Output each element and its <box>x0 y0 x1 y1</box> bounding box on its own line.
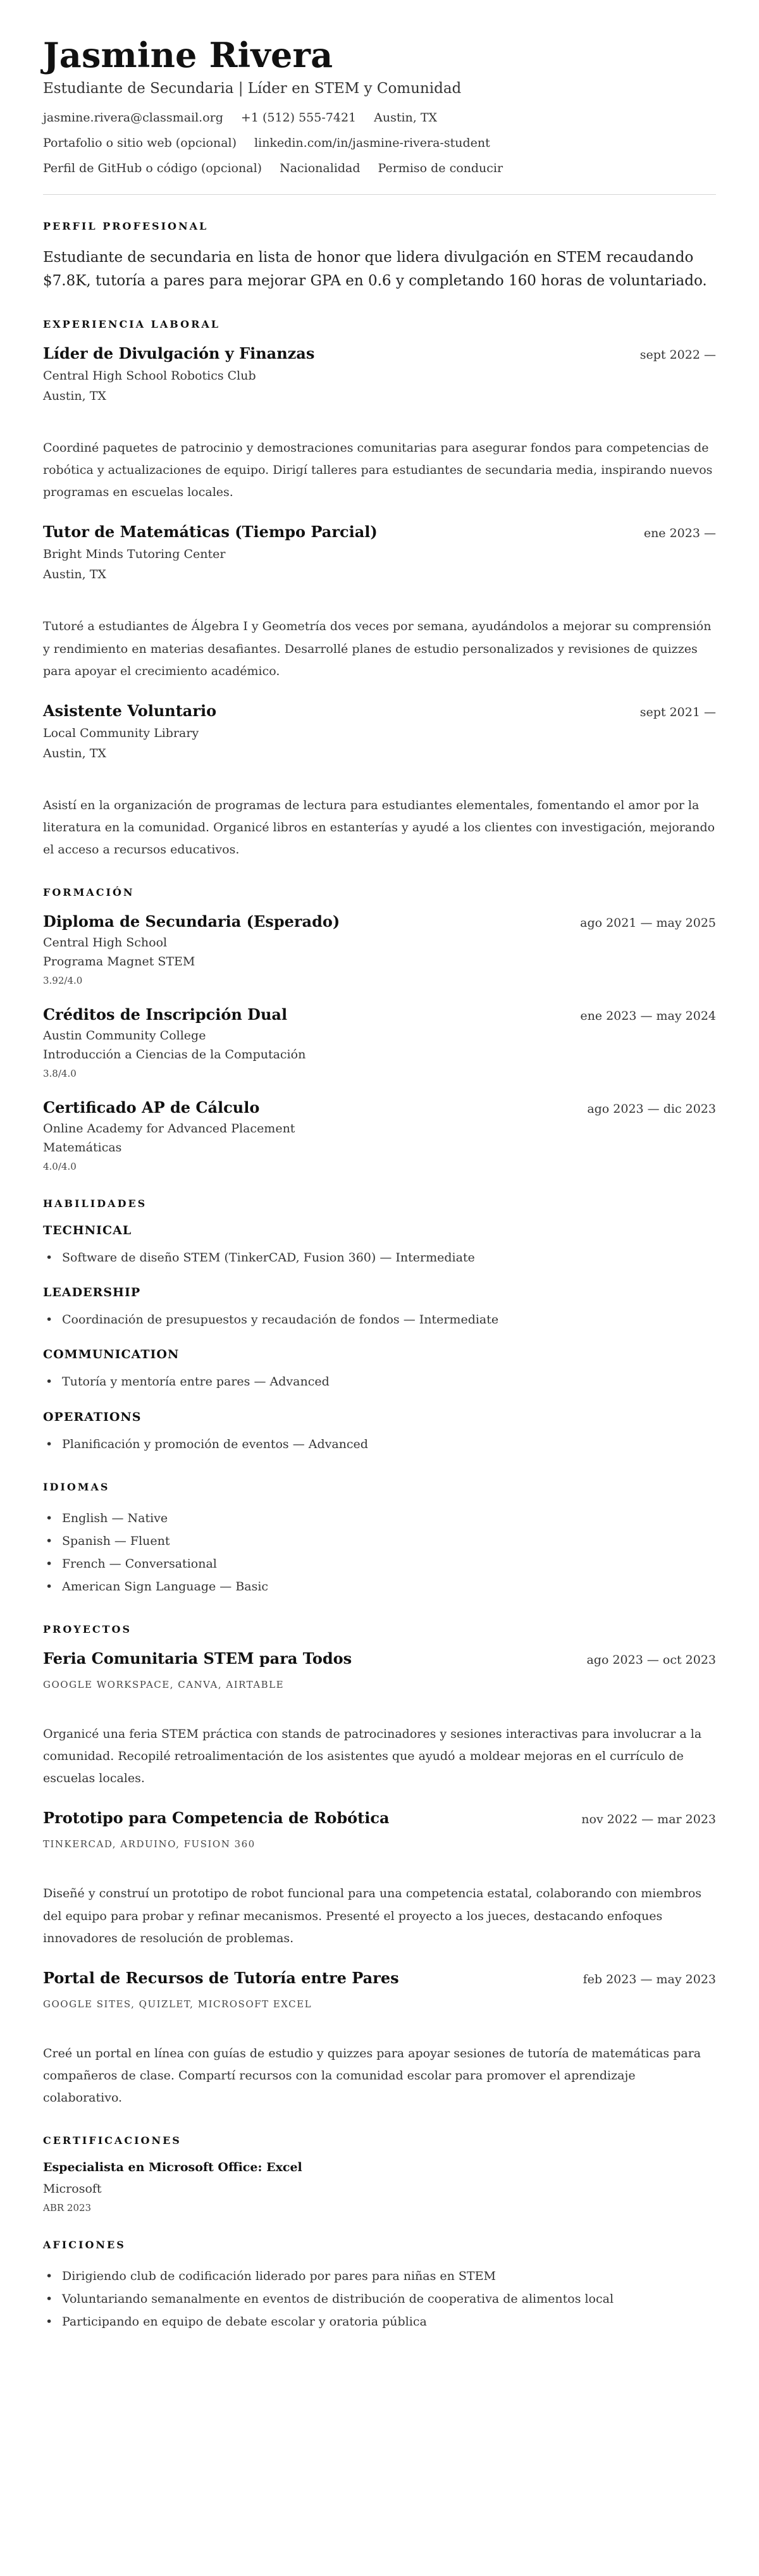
field-of-study: Matemáticas <box>43 1141 122 1155</box>
education-entry <box>43 1005 716 1079</box>
degree-title: Certificado AP de Cálculo <box>43 1098 260 1117</box>
experience-entry <box>43 523 716 682</box>
linkedin-link[interactable]: linkedin.com/in/jasmine-rivera-student <box>254 136 490 151</box>
project-tools: TINKERCAD, ARDUINO, FUSION 360 <box>43 1838 256 1850</box>
project-tools: GOOGLE WORKSPACE, CANVA, AIRTABLE <box>43 1679 285 1690</box>
education-section <box>43 886 716 1172</box>
school-name: Central High School <box>43 936 168 950</box>
gpa: 3.92/4.0 <box>43 975 83 987</box>
phone[interactable]: +1 (512) 555-7421 <box>240 111 357 125</box>
section-title: HABILIDADES <box>43 1198 147 1210</box>
skills-section <box>43 1198 716 1455</box>
degree-title: Diploma de Secundaria (Esperado) <box>43 912 340 931</box>
job-title: Líder de Divulgación y Finanzas <box>43 344 315 362</box>
skill-category: OPERATIONS <box>43 1409 142 1424</box>
experience-entry <box>43 344 716 504</box>
project-description: Creé un portal en línea con guías de estudio y quizzes para apoyar sesiones de tutoría de matemáticas para compañeros de clase. Compartí recursos con la comunidad escolar para promover el aprendizaje colaborativo. <box>43 2046 701 2105</box>
job-description: Coordiné paquetes de patrocinio y demostraciones comunitarias para asegurar fondos para competencias de robótica y actualizaciones de equipo. Dirigí talleres para estudiantes de secundaria media, inspirando nuevos programas en escuelas locales. <box>43 440 713 500</box>
job-date: sept 2022 — <box>639 347 716 362</box>
section-title: PROYECTOS <box>43 1623 132 1635</box>
contact-row <box>43 161 716 175</box>
education-date: ago 2023 — dic 2023 <box>587 1102 716 1117</box>
projects-section <box>43 1623 716 2109</box>
project-entry <box>43 1649 716 1790</box>
hobby-item: • Dirigiendo club de codificación liderado por pares para niñas en STEM <box>62 2265 716 2288</box>
project-date: ago 2023 — oct 2023 <box>586 1653 716 1667</box>
section-title: IDIOMAS <box>43 1480 110 1493</box>
gpa: 4.0/4.0 <box>43 1161 77 1173</box>
contact-row <box>43 136 716 150</box>
header-divider <box>43 194 716 195</box>
contact-row <box>43 111 716 125</box>
driving-license: Permiso de conducir <box>378 161 503 176</box>
skill-group <box>43 1347 716 1393</box>
experience-section <box>43 318 716 861</box>
job-location: Austin, TX <box>43 388 106 403</box>
hobby-item: • Voluntariando semanalmente en eventos de distribución de cooperativa de alimentos local <box>62 2288 716 2310</box>
job-description: Asistí en la organización de programas de lectura para estudiantes elementales, fomentando el amor por la literatura en la comunidad. Organicé libros en estanterías y ayudé a los clientes con investigación, mejorando el acceso a recursos educativos. <box>43 798 715 857</box>
skill-group <box>43 1223 716 1269</box>
job-location: Austin, TX <box>43 746 106 760</box>
section-title: FORMACIÓN <box>43 886 135 899</box>
section-title: EXPERIENCIA LABORAL <box>43 318 221 330</box>
education-date: ago 2021 — may 2025 <box>580 916 716 931</box>
section-title: CERTIFICACIONES <box>43 2134 182 2147</box>
language-item: • English — Native <box>62 1507 716 1530</box>
portfolio-link[interactable]: Portafolio o sitio web (opcional) <box>43 136 237 151</box>
school-name: Online Academy for Advanced Placement <box>43 1122 295 1136</box>
experience-entry <box>43 702 716 861</box>
school-name: Austin Community College <box>43 1029 206 1043</box>
email[interactable]: jasmine.rivera@classmail.org <box>43 111 223 125</box>
job-organization: Local Community Library <box>43 726 199 740</box>
languages-section <box>43 1481 716 1598</box>
field-of-study: Programa Magnet STEM <box>43 955 195 969</box>
project-name: Feria Comunitaria STEM para Todos <box>43 1649 352 1668</box>
skill-item: • Coordinación de presupuestos y recaudación de fondos — Intermediate <box>62 1308 716 1331</box>
section-title: PERFIL PROFESIONAL <box>43 220 209 233</box>
hobby-item: • Participando en equipo de debate escolar y oratoria pública <box>62 2310 716 2333</box>
job-organization: Bright Minds Tutoring Center <box>43 547 226 562</box>
certifications-section <box>43 2134 716 2214</box>
location: Austin, TX <box>374 111 438 125</box>
skill-item: • Planificación y promoción de eventos — Advanced <box>62 1433 716 1456</box>
certification-entry <box>43 2160 716 2214</box>
education-entry <box>43 1098 716 1172</box>
certification-issuer: Microsoft <box>43 2182 102 2196</box>
project-tools: GOOGLE SITES, QUIZLET, MICROSOFT EXCEL <box>43 1998 312 2010</box>
hobbies-section <box>43 2239 716 2333</box>
summary-text: Estudiante de secundaria en lista de honor que lidera divulgación en STEM recaudando $7.8K, tutoría a pares para mejorar GPA en 0.6 y completando 160 horas de voluntariado. <box>43 249 707 290</box>
language-item: • American Sign Language — Basic <box>62 1575 716 1598</box>
education-entry <box>43 912 716 986</box>
project-entry <box>43 1969 716 2109</box>
resume-header <box>43 37 716 175</box>
job-description: Tutoré a estudiantes de Álgebra I y Geometría dos veces por semana, ayudándolos a mejorar su comprensión y rendimiento en materias desafiantes. Desarrollé planes de estudio personalizados y revisiones de quizzes para apoyar el crecimiento académico. <box>43 619 712 678</box>
education-date: ene 2023 — may 2024 <box>580 1009 716 1024</box>
degree-title: Créditos de Inscripción Dual <box>43 1005 288 1024</box>
job-location: Austin, TX <box>43 567 106 582</box>
project-description: Diseñé y construí un prototipo de robot funcional para una competencia estatal, colaborando con miembros del equipo para probar y refinar mecanismos. Presenté el proyecto a los jueces, destacando enfoques innovadores de resolución de problemas. <box>43 1886 702 1945</box>
skill-category: LEADERSHIP <box>43 1285 141 1300</box>
certification-name: Especialista en Microsoft Office: Excel <box>43 2160 302 2175</box>
gpa: 3.8/4.0 <box>43 1068 77 1080</box>
job-organization: Central High School Robotics Club <box>43 368 256 383</box>
skill-category: COMMUNICATION <box>43 1347 180 1362</box>
language-item: • French — Conversational <box>62 1552 716 1575</box>
skill-group <box>43 1410 716 1456</box>
language-item: • Spanish — Fluent <box>62 1530 716 1552</box>
project-description: Organicé una feria STEM práctica con stands de patrocinadores y sesiones interactivas para involucrar a la comunidad. Recopilé retroalimentación de los asistentes que ayudó a moldear mejoras en el currículo de escuelas locales. <box>43 1727 702 1786</box>
skill-item: • Tutoría y mentoría entre pares — Advanced <box>62 1370 716 1393</box>
skill-item: • Software de diseño STEM (TinkerCAD, Fusion 360) — Intermediate <box>62 1246 716 1269</box>
candidate-headline: Estudiante de Secundaria | Líder en STEM y Comunidad <box>43 80 462 97</box>
skill-category: TECHNICAL <box>43 1223 132 1238</box>
job-title: Asistente Voluntario <box>43 701 217 720</box>
project-name: Prototipo para Competencia de Robótica <box>43 1809 390 1828</box>
section-title: AFICIONES <box>43 2239 126 2251</box>
summary-section <box>43 220 716 293</box>
candidate-name: Jasmine Rivera <box>43 35 333 75</box>
project-name: Portal de Recursos de Tutoría entre Pares <box>43 1968 399 1987</box>
certification-date: ABR 2023 <box>43 2202 92 2214</box>
github-link[interactable]: Perfil de GitHub o código (opcional) <box>43 161 262 176</box>
nationality: Nacionalidad <box>280 161 361 176</box>
project-date: nov 2022 — mar 2023 <box>581 1812 716 1827</box>
job-date: ene 2023 — <box>643 526 716 541</box>
project-entry <box>43 1809 716 1949</box>
job-title: Tutor de Matemáticas (Tiempo Parcial) <box>43 523 378 542</box>
project-date: feb 2023 — may 2023 <box>583 1972 716 1986</box>
field-of-study: Introducción a Ciencias de la Computación <box>43 1048 306 1062</box>
job-date: sept 2021 — <box>639 705 716 719</box>
skill-group <box>43 1285 716 1331</box>
